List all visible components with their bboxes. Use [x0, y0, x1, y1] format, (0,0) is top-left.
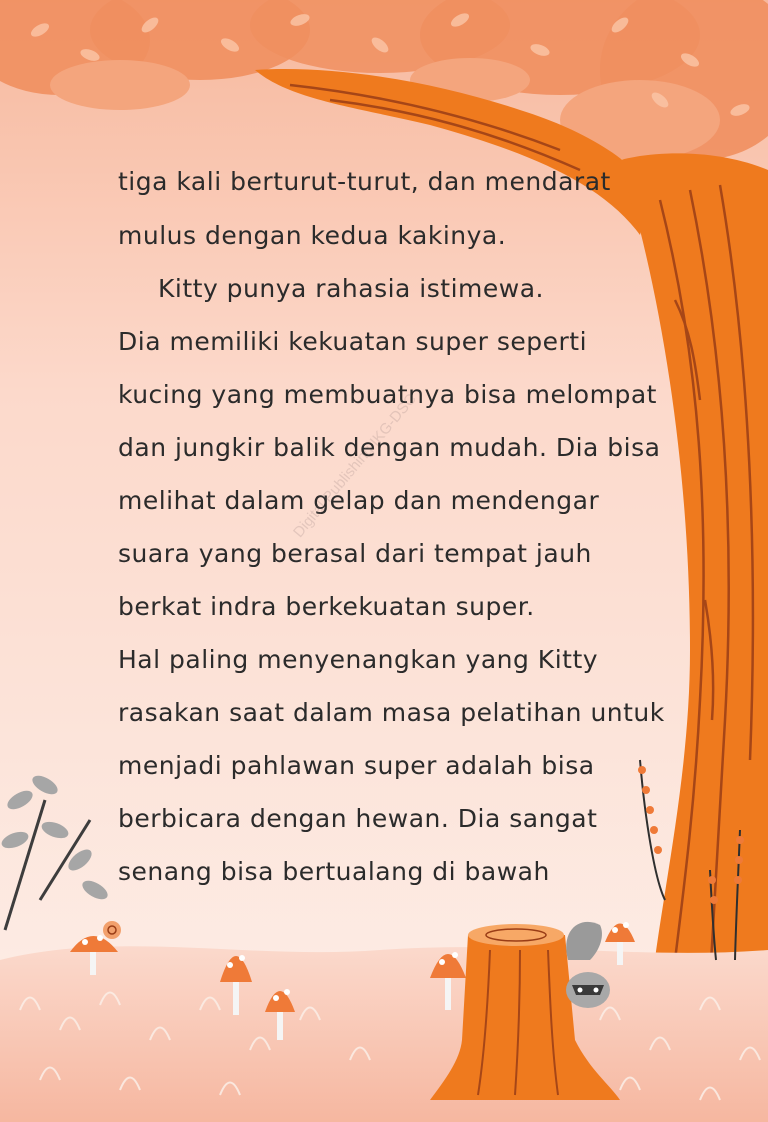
ground: [0, 946, 768, 1122]
story-line-3: Kitty punya rahasia istimewa.: [158, 274, 544, 303]
story-line-8: suara yang berasal dari tempat jauh: [118, 539, 592, 568]
story-line-1: tiga kali berturut-turut, dan mendarat: [118, 167, 611, 196]
story-line-10: Hal paling menyenangkan yang Kitty: [118, 645, 599, 674]
snail: [103, 921, 121, 939]
story-line-2: mulus dengan kedua kakinya.: [118, 221, 507, 250]
watermark: Digital Publishing IKG-DSC: [290, 390, 420, 541]
story-line-5: kucing yang membuatnya bisa melompat: [118, 380, 657, 409]
story-line-14: senang bisa bertualang di bawah: [118, 857, 550, 886]
story-line-12: menjadi pahlawan super adalah bisa: [118, 751, 595, 780]
story-line-7: melihat dalam gelap dan mendengar: [118, 486, 600, 515]
story-line-9: berkat indra berkekuatan super.: [118, 592, 535, 621]
story-line-11: rasakan saat dalam masa pelatihan untuk: [118, 698, 665, 727]
story-line-6: dan jungkir balik dengan mudah. Dia bisa: [118, 433, 661, 462]
story-line-13: berbicara dengan hewan. Dia sangat: [118, 804, 598, 833]
story-line-4: Dia memiliki kekuatan super seperti: [118, 327, 588, 356]
